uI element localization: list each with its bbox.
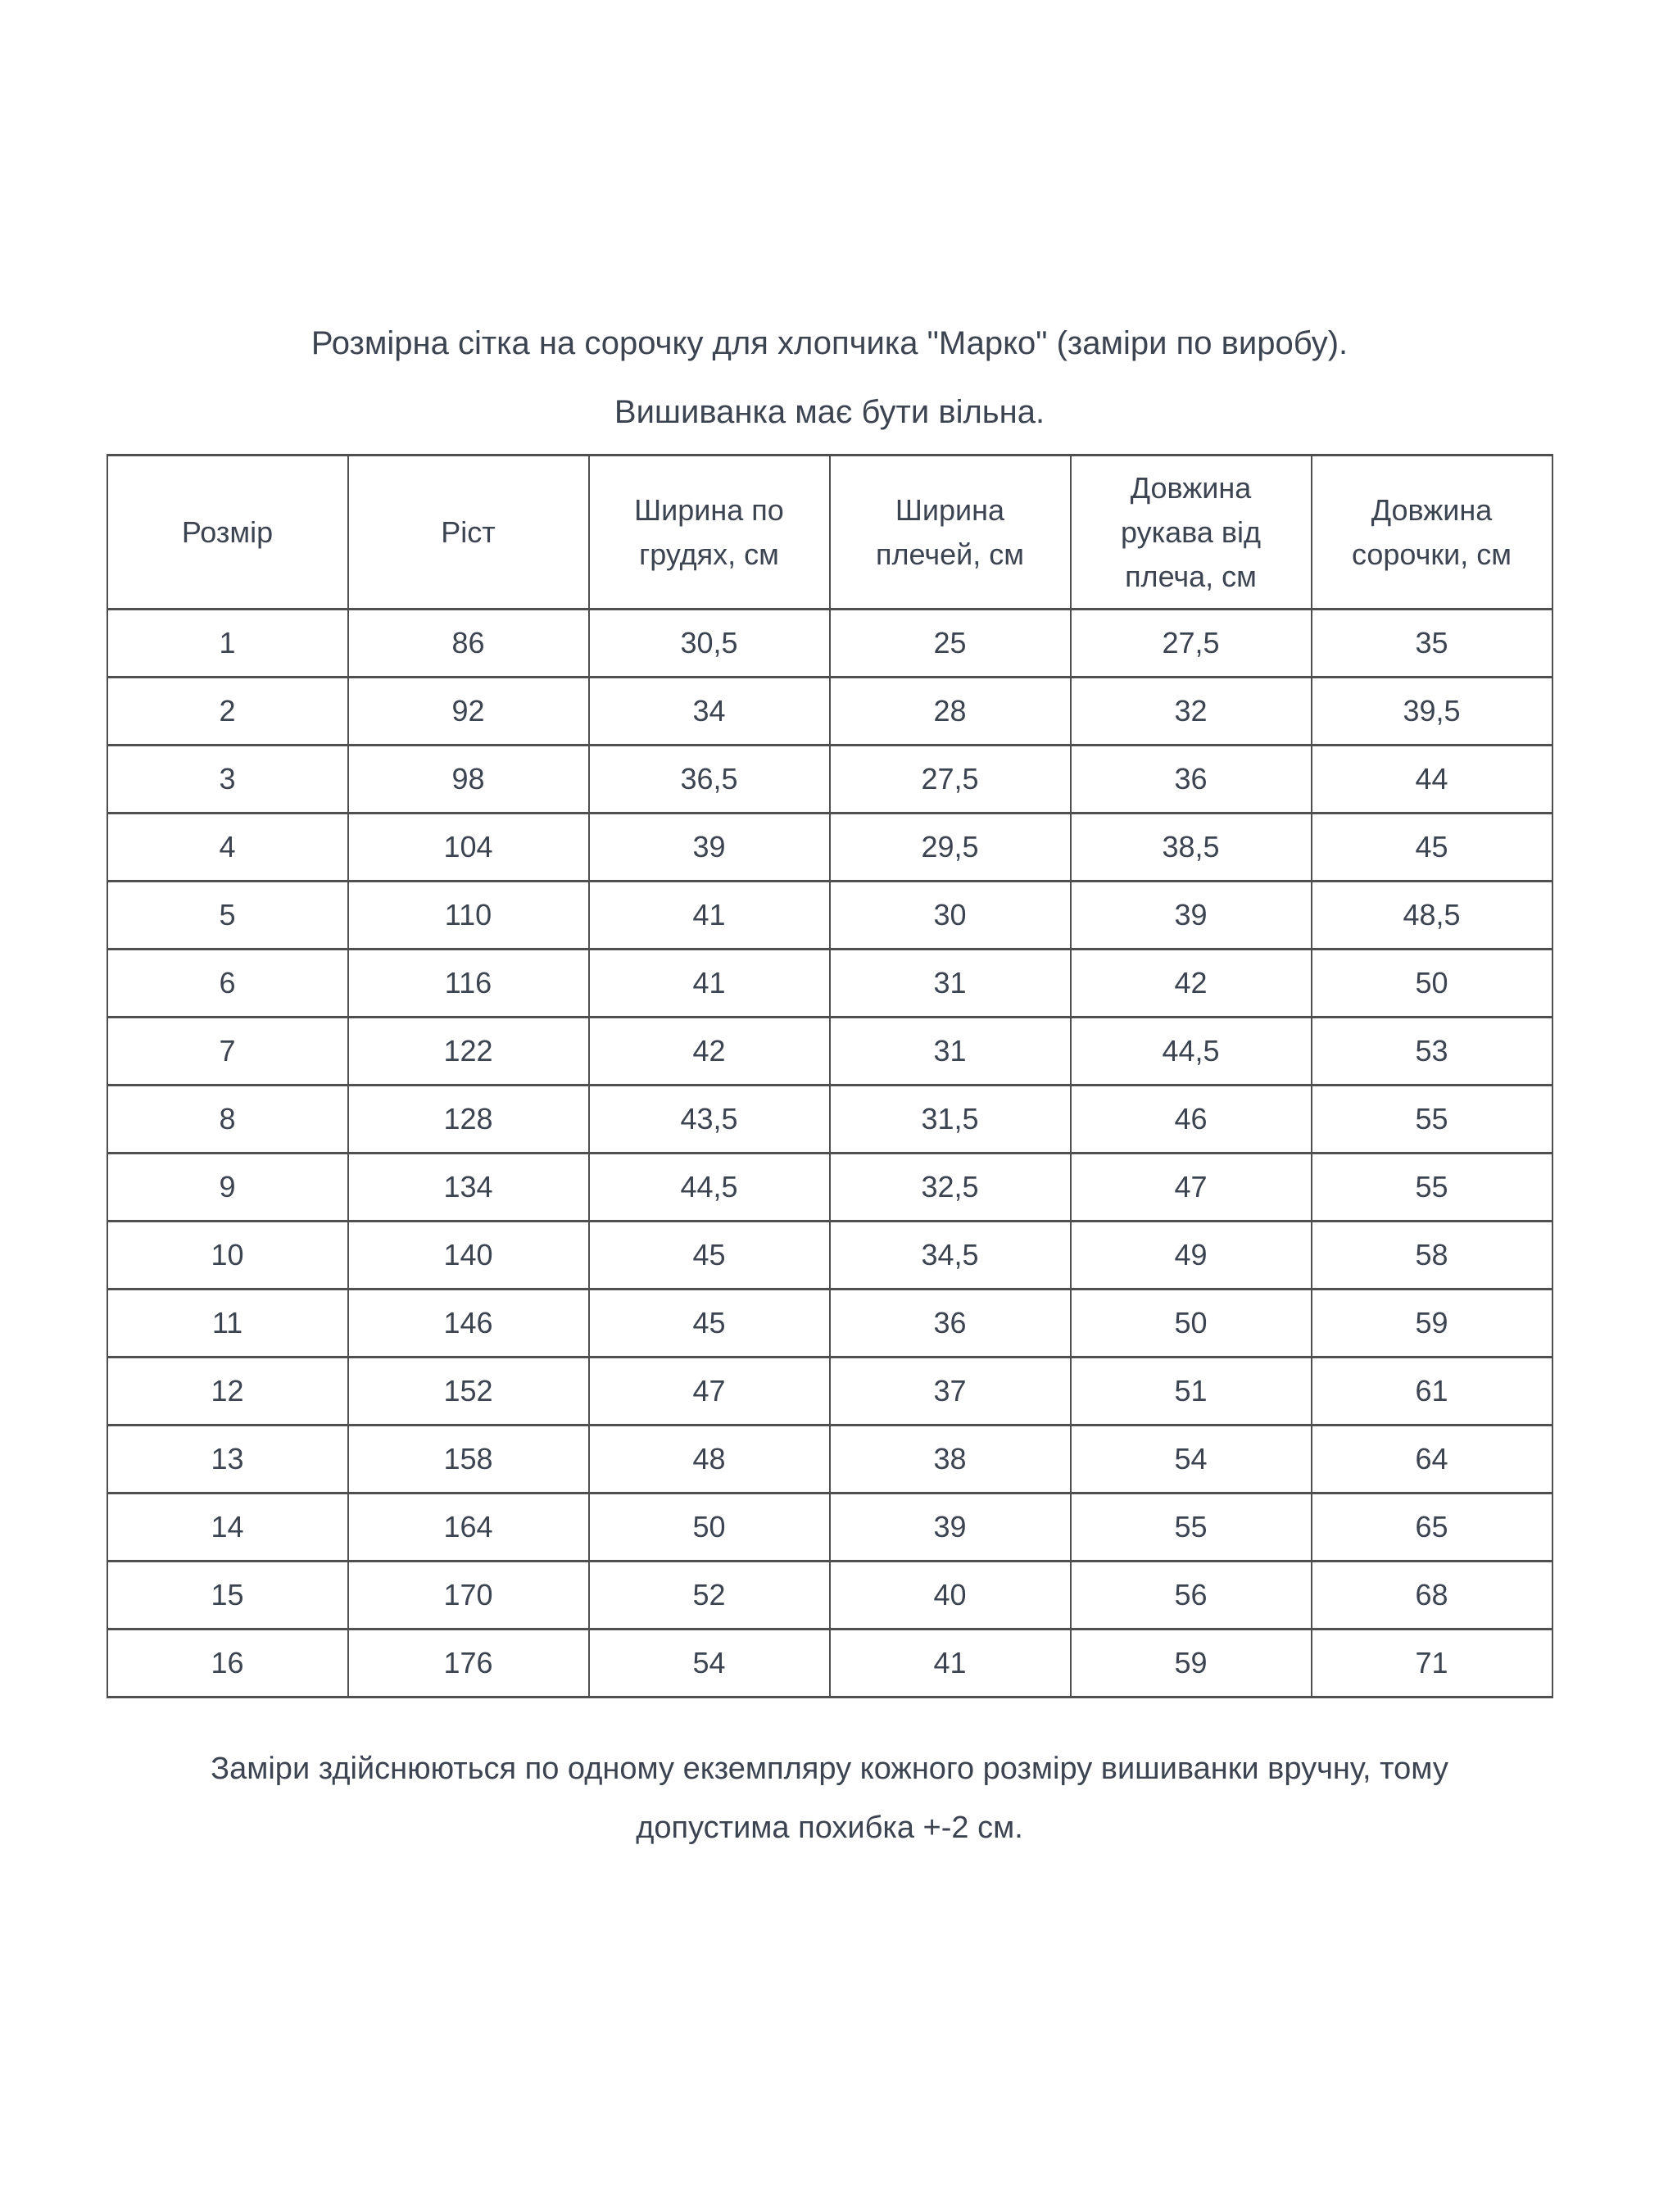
table-row xyxy=(107,610,1552,678)
table-cell: 46 xyxy=(1071,1086,1312,1154)
footer-line-2: допустима похибка +-2 см. xyxy=(636,1811,1023,1845)
table-cell: 158 xyxy=(348,1426,589,1494)
table-cell: 55 xyxy=(1312,1154,1552,1222)
table-cell: 59 xyxy=(1071,1630,1312,1698)
header-cell-shoulder-width: Ширина плечей, см xyxy=(830,456,1071,610)
table-cell: 64 xyxy=(1312,1426,1552,1494)
table-cell: 38,5 xyxy=(1071,814,1312,882)
table-cell: 50 xyxy=(1312,950,1552,1018)
footer-line-1: Заміри здійснюються по одному екземпляру кожного розміру вишиванки вручну, тому xyxy=(211,1752,1448,1786)
table-cell: 58 xyxy=(1312,1222,1552,1290)
table-cell: 116 xyxy=(348,950,589,1018)
table-row xyxy=(107,1630,1552,1698)
table-cell: 53 xyxy=(1312,1018,1552,1086)
table-cell: 146 xyxy=(348,1290,589,1358)
table-cell: 134 xyxy=(348,1154,589,1222)
table-cell: 16 xyxy=(107,1630,348,1698)
table-cell: 31,5 xyxy=(830,1086,1071,1154)
table-cell: 15 xyxy=(107,1562,348,1630)
table-cell: 12 xyxy=(107,1358,348,1426)
table-cell: 152 xyxy=(348,1358,589,1426)
table-cell: 10 xyxy=(107,1222,348,1290)
table-cell: 8 xyxy=(107,1086,348,1154)
table-cell: 41 xyxy=(589,882,830,950)
page-subtitle: Вишиванка має бути вільна. xyxy=(614,394,1045,430)
table-cell: 34,5 xyxy=(830,1222,1071,1290)
table-row xyxy=(107,1222,1552,1290)
table-cell: 40 xyxy=(830,1562,1071,1630)
table-cell: 28 xyxy=(830,678,1071,746)
table-cell: 110 xyxy=(348,882,589,950)
table-row xyxy=(107,814,1552,882)
table-cell: 6 xyxy=(107,950,348,1018)
table-cell: 42 xyxy=(1071,950,1312,1018)
page-footer xyxy=(107,1739,1553,1857)
header-cell-chest-width: Ширина по грудях, см xyxy=(589,456,830,610)
table-row xyxy=(107,1086,1552,1154)
header-cell-size: Розмір xyxy=(107,456,348,610)
table-cell: 39,5 xyxy=(1312,678,1552,746)
table-cell: 30 xyxy=(830,882,1071,950)
table-cell: 37 xyxy=(830,1358,1071,1426)
table-row xyxy=(107,1562,1552,1630)
table-cell: 128 xyxy=(348,1086,589,1154)
table-cell: 176 xyxy=(348,1630,589,1698)
table-cell: 5 xyxy=(107,882,348,950)
table-cell: 45 xyxy=(589,1290,830,1358)
table-cell: 36 xyxy=(1071,746,1312,814)
page-title: Розмірна сітка на сорочку для хлопчика "Марко" (заміри по виробу). xyxy=(310,325,1349,361)
table-cell: 50 xyxy=(1071,1290,1312,1358)
table-row xyxy=(107,882,1552,950)
table-row xyxy=(107,1494,1552,1562)
table-cell: 43,5 xyxy=(589,1086,830,1154)
table-body xyxy=(107,610,1552,1698)
table-cell: 3 xyxy=(107,746,348,814)
table-cell: 32 xyxy=(1071,678,1312,746)
table-cell: 11 xyxy=(107,1290,348,1358)
table-cell: 35 xyxy=(1312,610,1552,678)
table-cell: 140 xyxy=(348,1222,589,1290)
table-cell: 98 xyxy=(348,746,589,814)
table-row xyxy=(107,950,1552,1018)
table-cell: 29,5 xyxy=(830,814,1071,882)
table-cell: 52 xyxy=(589,1562,830,1630)
table-cell: 48 xyxy=(589,1426,830,1494)
table-cell: 59 xyxy=(1312,1290,1552,1358)
table-row xyxy=(107,678,1552,746)
table-cell: 122 xyxy=(348,1018,589,1086)
table-cell: 45 xyxy=(589,1222,830,1290)
table-cell: 51 xyxy=(1071,1358,1312,1426)
table-row xyxy=(107,1290,1552,1358)
table-cell: 55 xyxy=(1312,1086,1552,1154)
header-cell-sleeve-length: Довжина рукава від плеча, см xyxy=(1071,456,1312,610)
table-cell: 54 xyxy=(589,1630,830,1698)
table-cell: 55 xyxy=(1071,1494,1312,1562)
table-cell: 38 xyxy=(830,1426,1071,1494)
table-cell: 45 xyxy=(1312,814,1552,882)
table-cell: 34 xyxy=(589,678,830,746)
table-cell: 56 xyxy=(1071,1562,1312,1630)
table-cell: 1 xyxy=(107,610,348,678)
content-column xyxy=(107,0,1553,1857)
table-cell: 31 xyxy=(830,1018,1071,1086)
table-cell: 2 xyxy=(107,678,348,746)
table-cell: 71 xyxy=(1312,1630,1552,1698)
table-header-row xyxy=(107,456,1552,610)
table-cell: 68 xyxy=(1312,1562,1552,1630)
table-cell: 41 xyxy=(830,1630,1071,1698)
table-row xyxy=(107,1358,1552,1426)
table-cell: 13 xyxy=(107,1426,348,1494)
table-cell: 48,5 xyxy=(1312,882,1552,950)
table-cell: 47 xyxy=(1071,1154,1312,1222)
table-cell: 39 xyxy=(589,814,830,882)
table-cell: 27,5 xyxy=(830,746,1071,814)
table-cell: 36,5 xyxy=(589,746,830,814)
table-header xyxy=(107,456,1552,610)
table-cell: 164 xyxy=(348,1494,589,1562)
table-cell: 39 xyxy=(1071,882,1312,950)
table-row xyxy=(107,1426,1552,1494)
table-cell: 14 xyxy=(107,1494,348,1562)
table-cell: 49 xyxy=(1071,1222,1312,1290)
table-cell: 4 xyxy=(107,814,348,882)
table-cell: 104 xyxy=(348,814,589,882)
table-cell: 39 xyxy=(830,1494,1071,1562)
table-cell: 31 xyxy=(830,950,1071,1018)
table-cell: 44 xyxy=(1312,746,1552,814)
table-cell: 7 xyxy=(107,1018,348,1086)
table-cell: 27,5 xyxy=(1071,610,1312,678)
table-row xyxy=(107,1154,1552,1222)
header-cell-height: Ріст xyxy=(348,456,589,610)
table-cell: 65 xyxy=(1312,1494,1552,1562)
table-cell: 86 xyxy=(348,610,589,678)
table-cell: 54 xyxy=(1071,1426,1312,1494)
table-cell: 42 xyxy=(589,1018,830,1086)
table-cell: 44,5 xyxy=(1071,1018,1312,1086)
table-cell: 9 xyxy=(107,1154,348,1222)
table-cell: 92 xyxy=(348,678,589,746)
table-cell: 44,5 xyxy=(589,1154,830,1222)
table-cell: 30,5 xyxy=(589,610,830,678)
table-cell: 170 xyxy=(348,1562,589,1630)
size-table xyxy=(107,454,1553,1698)
table-cell: 61 xyxy=(1312,1358,1552,1426)
table-cell: 36 xyxy=(830,1290,1071,1358)
table-cell: 47 xyxy=(589,1358,830,1426)
table-cell: 32,5 xyxy=(830,1154,1071,1222)
table-row xyxy=(107,1018,1552,1086)
table-row xyxy=(107,746,1552,814)
header-cell-shirt-length: Довжина сорочки, см xyxy=(1312,456,1552,610)
table-cell: 25 xyxy=(830,610,1071,678)
table-cell: 50 xyxy=(589,1494,830,1562)
table-cell: 41 xyxy=(589,950,830,1018)
